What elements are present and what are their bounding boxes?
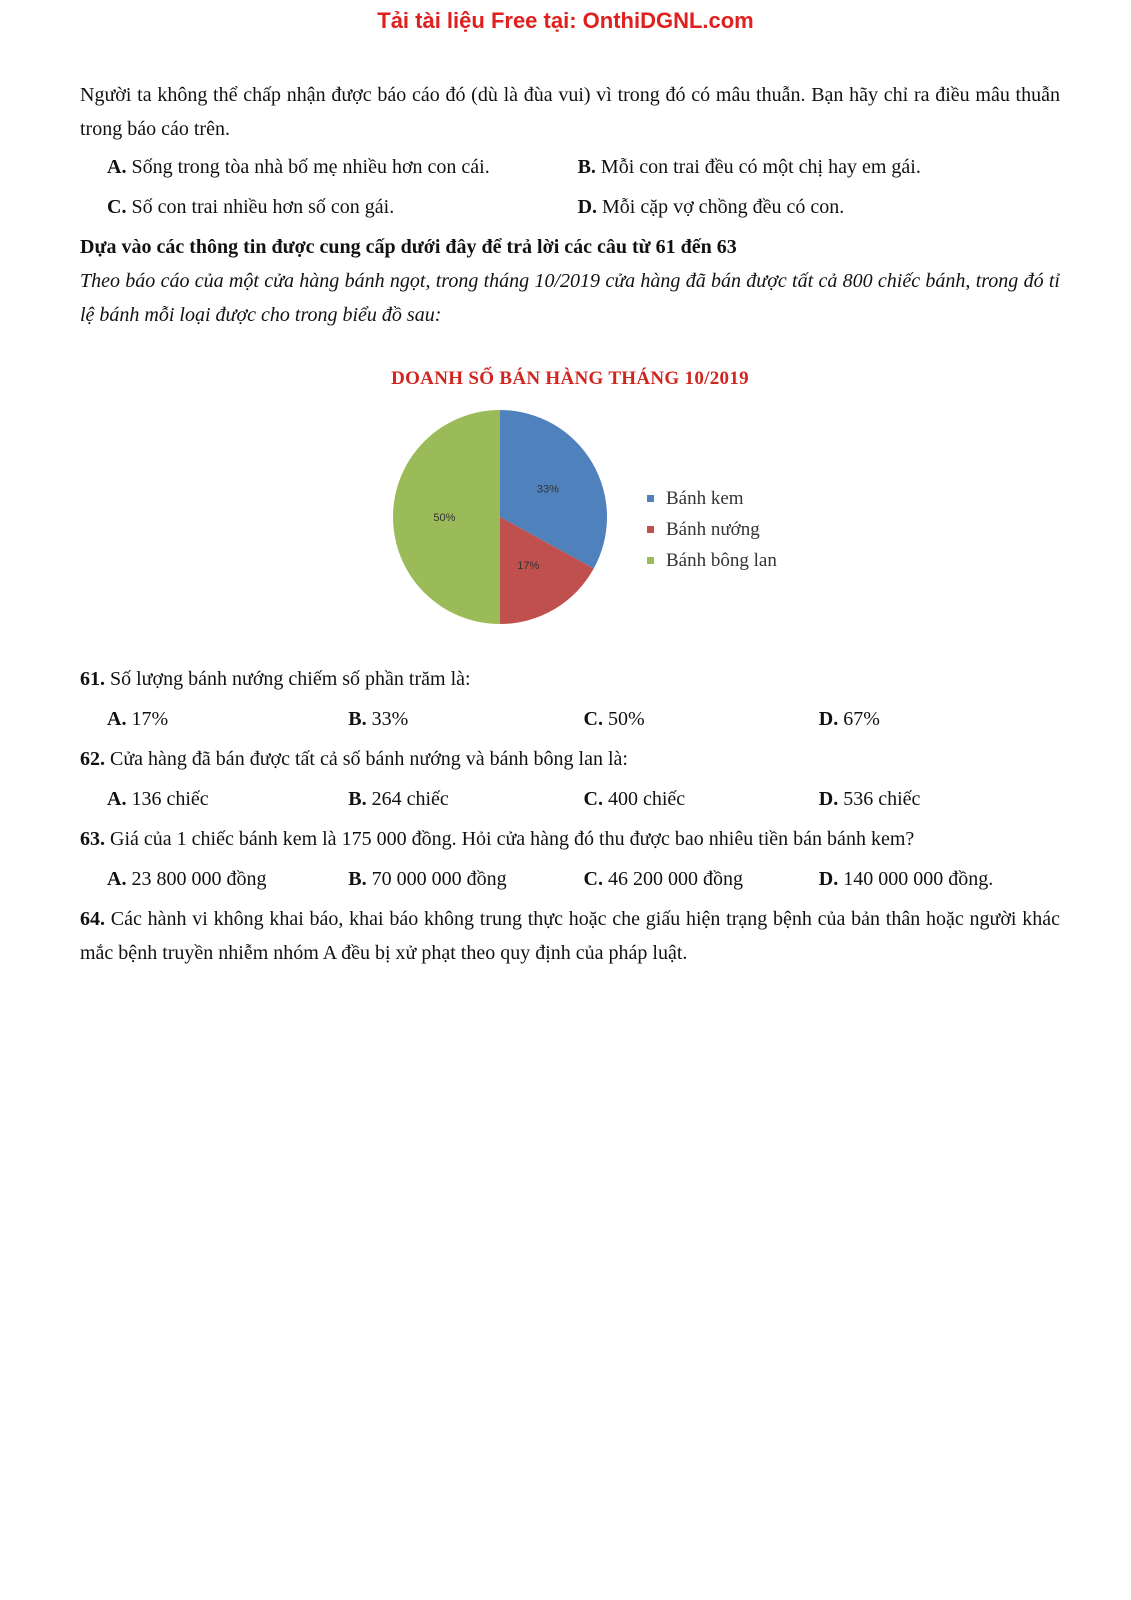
option-letter: A. xyxy=(107,868,127,890)
legend-swatch xyxy=(647,557,654,564)
option-d xyxy=(819,702,1060,736)
option-c xyxy=(584,862,819,896)
option-a xyxy=(80,782,348,816)
option-letter: B. xyxy=(348,868,367,890)
pie-data-label: 33% xyxy=(536,483,559,496)
options-row xyxy=(80,782,1060,816)
options-row xyxy=(80,862,1060,896)
question-61 xyxy=(80,662,1060,736)
option-text: 46 200 000 đồng xyxy=(607,868,743,890)
site-header: Tải tài liệu Free tại: OnthiDGNL.com xyxy=(377,8,754,33)
option-d xyxy=(819,862,1060,896)
option-a xyxy=(80,702,348,736)
option-b xyxy=(348,702,583,736)
option-letter: A. xyxy=(107,708,127,730)
option-letter: A. xyxy=(107,156,127,178)
option-text: 400 chiếc xyxy=(607,788,686,810)
option-letter: B. xyxy=(577,156,596,178)
question-number: 63. xyxy=(80,828,105,850)
option-letter: D. xyxy=(577,196,598,218)
question-text xyxy=(80,822,1060,856)
option-text: 50% xyxy=(607,708,645,730)
option-text: 23 800 000 đồng xyxy=(131,868,267,890)
pie-data-label: 50% xyxy=(433,512,456,524)
option-b xyxy=(348,862,583,896)
pie-chart-svg xyxy=(80,332,1060,662)
option-letter: B. xyxy=(348,708,367,730)
section-intro: Theo báo cáo của một cửa hàng bánh ngọt, trong tháng 10/2019 cửa hàng đã bán được tất cả 800 chiếc bánh, trong đó tỉ lệ bánh mỗi loại được cho trong biểu đồ sau: xyxy=(80,270,1060,326)
option-text: 140 000 000 đồng. xyxy=(843,868,994,890)
section-title: Dựa vào các thông tin được cung cấp dưới đây để trả lời các câu từ 61 đến 63 xyxy=(80,236,737,258)
option-letter: C. xyxy=(107,196,127,218)
option-text: 67% xyxy=(843,708,880,730)
option-letter: D. xyxy=(818,708,839,730)
option-text: 70 000 000 đồng xyxy=(371,868,507,890)
option-text: Mỗi con trai đều có một chị hay em gái. xyxy=(600,156,921,178)
option-text: 17% xyxy=(131,708,169,730)
question-text xyxy=(80,742,1060,776)
option-a xyxy=(80,862,348,896)
question-text xyxy=(80,902,1060,970)
question-62 xyxy=(80,742,1060,816)
question-body: Các hành vi không khai báo, khai báo không trung thực hoặc che giấu hiện trạng bệnh của bản thân hoặc người khác mắc bệnh truyền nhiễm nhóm A đều bị xử phạt theo quy định của pháp luật. xyxy=(80,908,1061,964)
question-number: 62. xyxy=(80,748,105,770)
legend-swatch xyxy=(647,495,654,502)
chart-title: DOANH SỐ BÁN HÀNG THÁNG 10/2019 xyxy=(391,368,749,389)
question-63 xyxy=(80,822,1060,896)
pie-data-label: 17% xyxy=(517,559,540,572)
option-d xyxy=(578,190,1060,224)
prev-options-row-1 xyxy=(80,150,1060,184)
option-d xyxy=(819,782,1060,816)
option-letter: C. xyxy=(583,788,603,810)
option-c xyxy=(80,190,578,224)
option-text: 136 chiếc xyxy=(131,788,209,810)
legend-swatch xyxy=(647,526,654,533)
option-c xyxy=(584,702,819,736)
question-text xyxy=(80,662,1060,696)
option-text: 536 chiếc xyxy=(843,788,921,810)
prev-options-row-2 xyxy=(80,190,1060,224)
option-text: 33% xyxy=(371,708,409,730)
question-body: Giá của 1 chiếc bánh kem là 175 000 đồng. Hỏi cửa hàng đó thu được bao nhiêu tiền bán bánh kem? xyxy=(110,828,915,850)
option-letter: B. xyxy=(348,788,367,810)
option-letter: A. xyxy=(107,788,127,810)
option-letter: C. xyxy=(583,868,603,890)
question-number: 64. xyxy=(80,908,105,930)
option-text: 264 chiếc xyxy=(371,788,449,810)
pie-chart xyxy=(80,332,1060,662)
option-letter: C. xyxy=(583,708,603,730)
question-64 xyxy=(80,902,1060,970)
intro-paragraph: Người ta không thể chấp nhận được báo cáo đó (dù là đùa vui) vì trong đó có mâu thuẫn. Bạn hãy chỉ ra điều mâu thuẫn trong báo cáo trên. xyxy=(80,84,1060,140)
option-c xyxy=(584,782,819,816)
options-row xyxy=(80,702,1060,736)
legend-label: Bánh bông lan xyxy=(666,550,777,571)
question-body: Số lượng bánh nướng chiếm số phần trăm là: xyxy=(110,668,471,690)
option-b xyxy=(578,150,1060,184)
option-a xyxy=(80,150,578,184)
option-letter: D. xyxy=(818,788,839,810)
question-body: Cửa hàng đã bán được tất cả số bánh nướng và bánh bông lan là: xyxy=(110,748,628,770)
option-letter: D. xyxy=(818,868,839,890)
question-number: 61. xyxy=(80,668,105,690)
option-text: Sống trong tòa nhà bố mẹ nhiều hơn con cái. xyxy=(131,156,490,178)
option-text: Số con trai nhiều hơn số con gái. xyxy=(131,196,395,218)
legend-label: Bánh kem xyxy=(666,488,744,509)
legend-label: Bánh nướng xyxy=(666,519,760,540)
page-content xyxy=(80,78,1060,970)
option-text: Mỗi cặp vợ chồng đều có con. xyxy=(602,196,845,218)
option-b xyxy=(348,782,583,816)
